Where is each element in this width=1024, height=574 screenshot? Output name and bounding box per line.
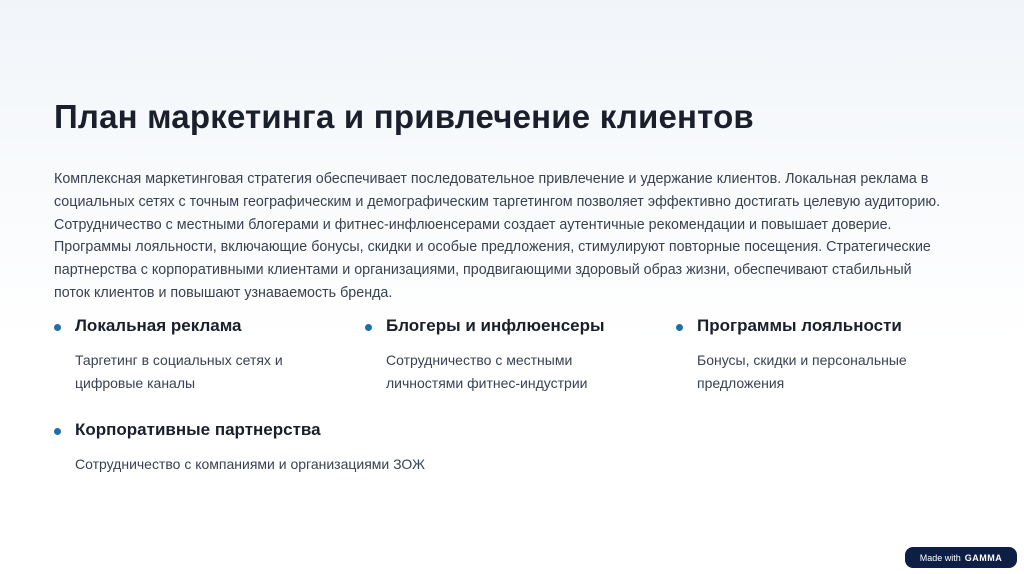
card-desc-line: Сотрудничество с местными xyxy=(386,352,573,368)
card-header xyxy=(365,316,665,340)
card-bloggers xyxy=(365,316,665,394)
card-loyalty xyxy=(676,316,976,394)
intro-line: партнерства с корпоративными клиентами и организациями, продвигающими здоровый образ жизни, обеспечивают стабильный xyxy=(54,262,912,279)
card-desc-line: личностями фитнес-индустрии xyxy=(386,374,588,391)
bullet-icon xyxy=(54,324,61,331)
card-local-ads xyxy=(54,316,354,394)
card-desc-line: предложения xyxy=(697,374,785,391)
intro-line: поток клиентов и повышают узнаваемость бренда. xyxy=(54,284,393,301)
intro-line: Сотрудничество с местными блогерами и фитнес-инфлюенсерами создает аутентичные рекомендации и повышает доверие. xyxy=(54,216,892,233)
intro-line: социальных сетях с точным географическим и демографическим таргетингом позволяет эффективно достигать целевую аудиторию. xyxy=(54,193,941,210)
card-header xyxy=(676,316,976,340)
card-desc-line: Таргетинг в социальных сетях и xyxy=(75,352,283,368)
card-title: Корпоративные партнерства xyxy=(75,420,321,439)
card-description xyxy=(75,453,514,476)
card-header xyxy=(54,420,514,444)
card-description xyxy=(75,349,354,394)
intro-line: Комплексная маркетинговая стратегия обеспечивает последовательное привлечение и удержание клиентов. Локальная реклама в xyxy=(54,171,929,187)
made-with-gamma-badge[interactable] xyxy=(905,547,1017,568)
intro-paragraph xyxy=(54,168,974,305)
gamma-logo: GAMMA xyxy=(964,552,1003,563)
card-title: Локальная реклама xyxy=(75,316,242,335)
card-desc-line: Сотрудничество с компаниями и организациями ЗОЖ xyxy=(75,456,425,472)
card-description xyxy=(697,349,976,394)
card-desc-line: Бонусы, скидки и персональные xyxy=(697,352,907,368)
bullet-icon xyxy=(676,324,683,331)
card-desc-line: цифровые каналы xyxy=(75,374,196,391)
badge-prefix: Made with xyxy=(919,552,961,563)
intro-line: Программы лояльности, включающие бонусы, скидки и особые предложения, стимулируют повторные посещения. Стратегические xyxy=(54,239,931,256)
card-title: Блогеры и инфлюенсеры xyxy=(386,316,605,335)
card-description xyxy=(386,349,665,394)
bullet-icon xyxy=(365,324,372,331)
card-corporate xyxy=(54,420,514,476)
card-title: Программы лояльности xyxy=(697,316,902,335)
card-header xyxy=(54,316,354,340)
bullet-icon xyxy=(54,428,61,435)
slide-title: План маркетинга и привлечение клиентов xyxy=(54,98,754,135)
